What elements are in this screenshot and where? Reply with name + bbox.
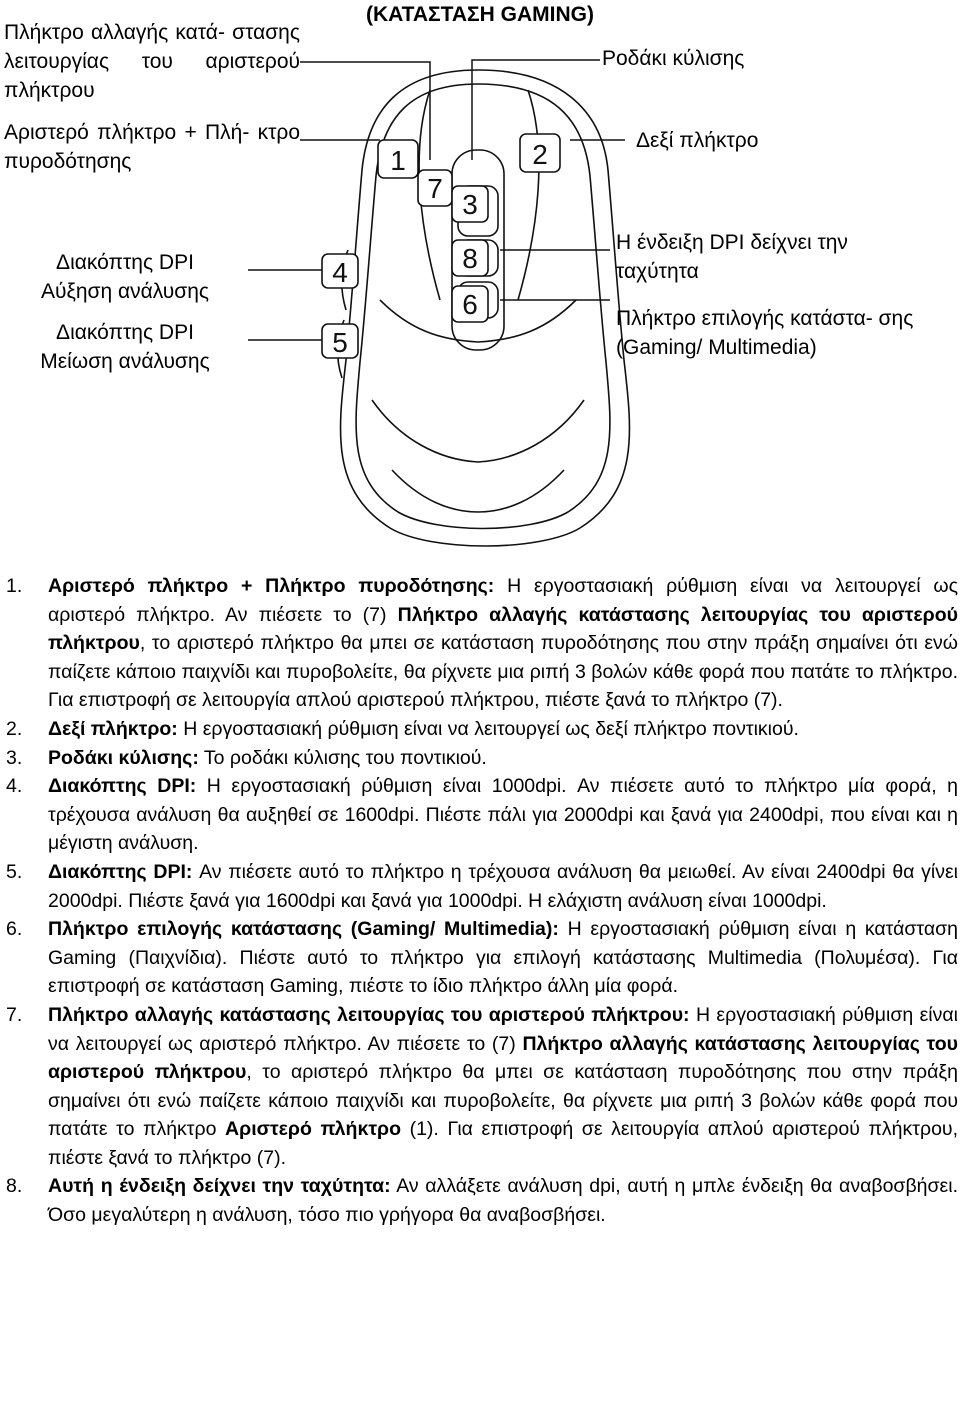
callout-2: 2 <box>532 139 548 170</box>
item-text <box>48 1172 958 1229</box>
item-desc: Η εργοστασιακή ρύθμιση είναι η κατάσταση Gaming (Παιχνίδια). Πιέστε αυτό το πλήκτρο για επιλογή κατάστασης Multimedia (Πολυμέσα). Για επιστροφή σε κατάσταση Gaming, πιέστε το ίδιο πλήκτρο άλλη μία φορά. <box>48 918 958 998</box>
label-dpi-up <box>0 248 250 306</box>
callout-6: 6 <box>462 289 478 320</box>
item-text <box>48 915 958 1001</box>
item-bold: Πλήκτρο αλλαγής κατάστασης λειτουργίας του αριστερού πλήκτρου <box>48 603 959 655</box>
item-number: 7. <box>6 1003 23 1026</box>
item-text <box>48 858 958 915</box>
item-heading: Δεξί πλήκτρο: <box>48 717 178 740</box>
label-dpi-up-desc: Αύξηση ανάλυσης <box>40 280 210 303</box>
item-number: 2. <box>6 717 23 740</box>
page-title: (ΚΑΤΑΣΤΑΣΗ GAMING) <box>366 3 594 26</box>
item-heading: Πλήκτρο αλλαγής κατάστασης λειτουργίας του αριστερού πλήκτρου: <box>48 1003 690 1026</box>
item-text <box>48 572 958 715</box>
item-desc: Αν πιέσετε αυτό το πλήκτρο η τρέχουσα ανάλυση θα μειωθεί. Αν είναι 2400dpi θα γίνει 2000dpi. Πιέστε ξανά για 1600dpi και ξανά για 1000dpi. Η ελάχιστη ανάλυση είναι 1000dpi. <box>48 860 959 912</box>
item-desc: , το αριστερό πλήκτρο θα μπει σε κατάσταση πυροδότησης που στην πράξη σημαίνει ότι ενώ παίζετε κάποιο παιχνίδι και πυροβολείτε, θα ρίχνετε μια ριπή 3 βολών κάθε φορά που πατάτε το πλήκτρο. Για επιστροφή σε λειτουργία απλού αριστερού πλήκτρου, πιέστε ξανά το πλήκτρο (7). <box>48 632 958 712</box>
callout-3: 3 <box>462 189 478 220</box>
description-list <box>6 572 958 1230</box>
list-item <box>6 715 958 744</box>
item-heading: Αυτή η ένδειξη δείχνει την ταχύτητα: <box>48 1175 391 1198</box>
item-desc: Αν αλλάξετε ανάλυση dpi, αυτή η μπλε ένδειξη θα αναβοσβήσει. Όσο μεγαλύτερη η ανάλυση, τόσο πιο γρήγορα θα αναβοσβήσει. <box>48 1175 958 1227</box>
item-bold: Αριστερό πλήκτρο <box>225 1118 401 1141</box>
item-text <box>48 1001 958 1173</box>
label-scroll: Ροδάκι κύλισης <box>602 47 745 70</box>
callout-1: 1 <box>390 145 406 176</box>
item-number: 4. <box>6 775 23 798</box>
list-item <box>6 1001 958 1173</box>
list-item <box>6 1172 958 1229</box>
label-right-key: Δεξί πλήκτρο <box>636 129 759 152</box>
label-dpi-up-title: Διακόπτης DPI <box>56 251 194 274</box>
item-text <box>48 715 958 744</box>
item-desc: Το ροδάκι κύλισης του ποντικιού. <box>198 746 487 769</box>
item-number: 8. <box>6 1175 23 1198</box>
label-dpi-down-title: Διακόπτης DPI <box>56 321 194 344</box>
item-heading: Πλήκτρο επιλογής κατάστασης (Gaming/ Multimedia): <box>48 918 559 941</box>
callout-7: 7 <box>427 173 443 204</box>
callout-5: 5 <box>332 327 348 358</box>
list-item <box>6 572 958 715</box>
list-item <box>6 744 958 773</box>
item-heading: Ροδάκι κύλισης: <box>48 746 199 769</box>
item-number: 5. <box>6 860 23 883</box>
item-bold: Πλήκτρο αλλαγής κατάστασης λειτουργίας του αριστερού πλήκτρου <box>48 1032 958 1084</box>
label-dpi-indicator: Η ένδειξη DPI δείχνει την ταχύτητα <box>616 231 848 283</box>
label-left-fire: Αριστερό πλήκτρο + Πλή- κτρο πυροδότησης <box>4 121 300 173</box>
item-number: 3. <box>6 746 23 769</box>
list-item <box>6 915 958 1001</box>
callout-4: 4 <box>332 257 348 288</box>
list-item <box>6 772 958 858</box>
item-desc: Η εργοστασιακή ρύθμιση είναι να λειτουργεί ως δεξί πλήκτρο ποντικιού. <box>177 717 799 740</box>
label-left-mode-key: Πλήκτρο αλλαγής κατά- στασης λειτουργίας του αριστερού πλήκτρου <box>4 21 300 102</box>
item-desc: (1). Για επιστροφή σε λειτουργία απλού αριστερού πλήκτρου, πιέστε ξανά το πλήκτρο (7). <box>48 1118 958 1169</box>
item-text <box>48 744 958 773</box>
item-desc: , το αριστερό πλήκτρο θα μπει σε κατάσταση πυροδότησης που στην πράξη σημαίνει ότι ενώ παίζετε κάποιο παιχνίδι και πυροβολείτε, θα ρίχνετε μια ριπή 3 βολών κάθε φορά που πατάτε το πλήκτρο <box>48 1061 958 1141</box>
item-desc: Η εργοστασιακή ρύθμιση είναι να λειτουργεί ως αριστερό πλήκτρο. Αν πιέσετε το (7) <box>48 1003 958 1055</box>
item-text <box>48 772 958 858</box>
item-heading: Διακόπτης DPI: <box>48 775 197 798</box>
item-desc: Η εργοστασιακή ρύθμιση είναι 1000dpi. Αν πιέσετε αυτό το πλήκτρο μία φορά, η τρέχουσα ανάλυση θα αυξηθεί σε 1600dpi. Πιέστε πάλι για 2000dpi και ξανά για 2400dpi, που είναι και η μέγιστη ανάλυση. <box>48 775 958 855</box>
label-dpi-down <box>0 318 250 376</box>
callout-8: 8 <box>462 243 478 274</box>
list-item <box>6 858 958 915</box>
label-mode-select: Πλήκτρο επιλογής κατάστα- σης (Gaming/ Multimedia) <box>616 307 914 359</box>
item-heading: Διακόπτης DPI: <box>48 860 193 883</box>
label-dpi-down-desc: Μείωση ανάλυσης <box>40 350 210 373</box>
item-desc: Η εργοστασιακή ρύθμιση είναι να λειτουργεί ως αριστερό πλήκτρο. Αν πιέσετε το (7) <box>48 575 959 626</box>
item-number: 6. <box>6 918 23 941</box>
item-number: 1. <box>6 575 23 597</box>
item-heading: Αριστερό πλήκτρο + Πλήκτρο πυροδότησης: <box>48 575 495 597</box>
